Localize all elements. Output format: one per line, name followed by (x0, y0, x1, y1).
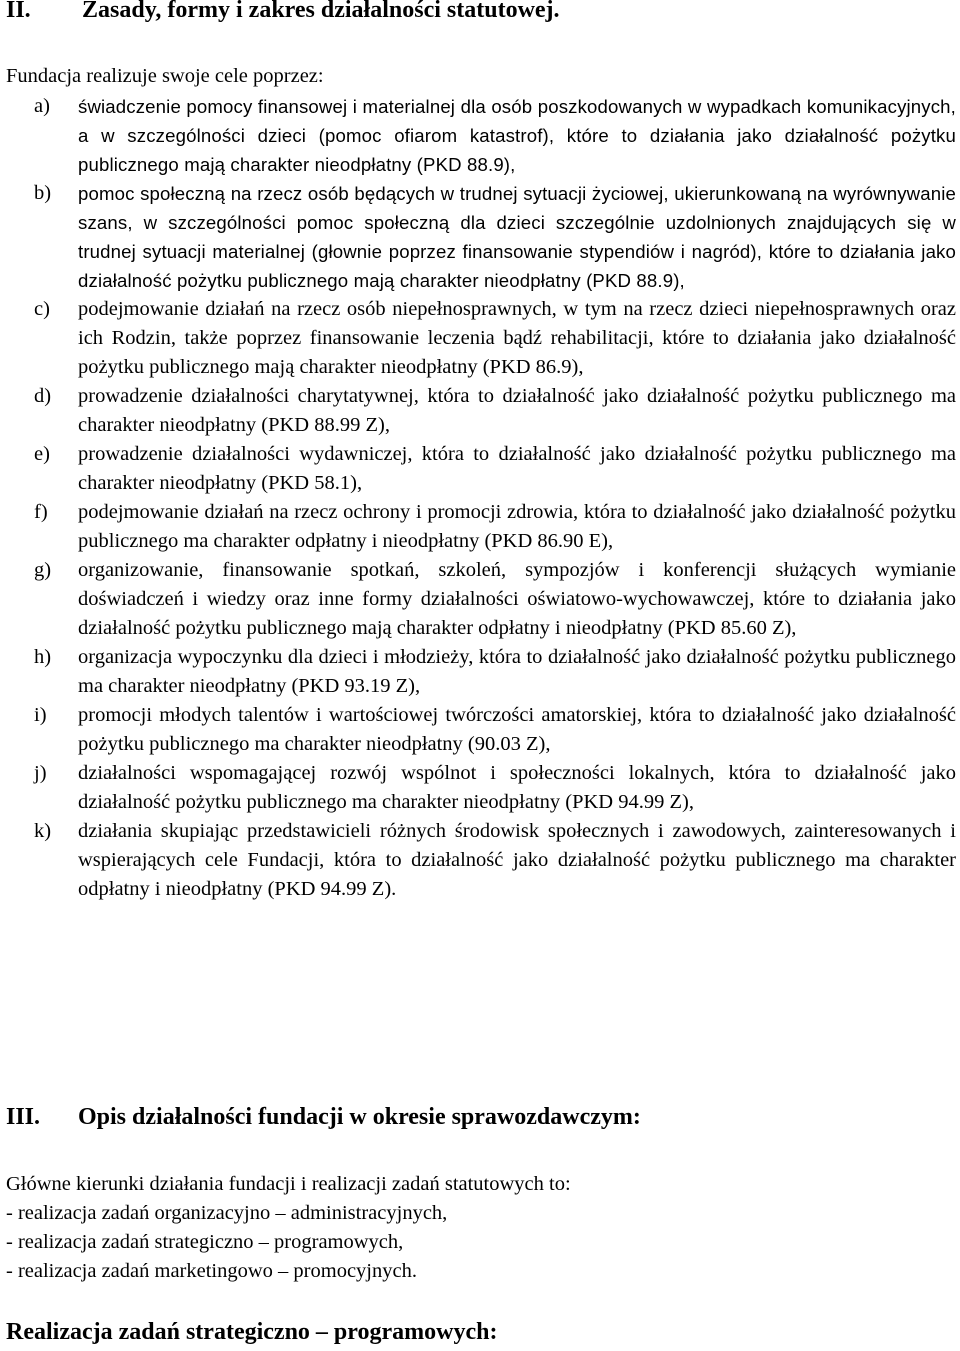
section-heading-ii (6, 0, 560, 24)
summary-line: - realizacja zadań marketingowo – promocyjnych. (6, 1260, 417, 1282)
item-text: prowadzenie działalności wydawniczej, która to działalność jako działalność pożytku publicznego ma charakter nieodpłatny (PKD 58.1), (78, 443, 956, 494)
list-item (6, 92, 956, 179)
list-item (6, 817, 956, 904)
item-label: i) (34, 704, 47, 726)
subsection-heading: Realizacja zadań strategiczno – programowych: (6, 1319, 498, 1345)
item-label: e) (34, 443, 50, 465)
item-text: podejmowanie działań na rzecz osób niepełnosprawnych, w tym na rzecz dzieci niepełnosprawnych oraz ich Rodzin, także poprzez finansowanie leczenia bądź rehabilitacji, które to działania jako działalność pożytku publicznego mają charakter nieodpłatny (PKD 86.9), (78, 298, 956, 378)
item-label: d) (34, 385, 52, 407)
section-number: III. (6, 1104, 41, 1130)
goals-list (6, 92, 956, 904)
item-label: c) (34, 298, 50, 320)
item-text: prowadzenie działalności charytatywnej, która to działalność jako działalność pożytku publicznego ma charakter nieodpłatny (PKD 88.99 Z), (78, 385, 956, 436)
item-label: g) (34, 559, 52, 581)
list-item (6, 498, 956, 556)
item-label: f) (34, 501, 48, 523)
item-text: podejmowanie działań na rzecz ochrony i promocji zdrowia, która to działalność jako działalność pożytku publicznego ma charakter odpłatny i nieodpłatny (PKD 86.90 E), (78, 501, 956, 552)
section-number: II. (6, 0, 31, 23)
item-text: działalności wspomagającej rozwój wspólnot i społeczności lokalnych, która to działalność jako działalność pożytku publicznego ma charakter nieodpłatny (PKD 94.99 Z), (78, 762, 956, 813)
section-title: Zasady, formy i zakres działalności statutowej. (82, 0, 560, 23)
item-text: świadczenie pomocy finansowej i materialnej dla osób poszkodowanych w wypadkach komunikacyjnych, a w szczególności dzieci (pomoc ofiarom katastrof), które to działania jako działalność pożytku publicznego mają charakter nieodpłatny (PKD 88.9), (78, 96, 956, 175)
item-text: organizacja wypoczynku dla dzieci i młodzieży, która to działalność jako działalność pożytku publicznego ma charakter nieodpłatny (PKD 93.19 Z), (78, 646, 956, 697)
list-item (6, 759, 956, 817)
intro-paragraph: Fundacja realizuje swoje cele poprzez: (6, 65, 324, 87)
item-text: pomoc społeczną na rzecz osób będących w trudnej sytuacji życiowej, ukierunkowaną na wyrównywanie szans, w szczególności pomoc społeczną dla dzieci szczególnie uzdolnionych znajdujących się w trudnej sytuacji materialnej (głownie poprzez finansowanie stypendiów i nagród), które to działania jako działalność pożytku publicznego mają charakter nieodpłatny (PKD 88.9), (78, 183, 956, 291)
section-heading-iii (6, 1103, 641, 1131)
summary-line: - realizacja zadań strategiczno – programowych, (6, 1231, 404, 1253)
summary-line: - realizacja zadań organizacyjno – administracyjnych, (6, 1202, 448, 1224)
list-item (6, 701, 956, 759)
list-item (6, 440, 956, 498)
item-text: organizowanie, finansowanie spotkań, szkoleń, sympozjów i konferencji służących wymianie doświadczeń i wiedzy oraz inne formy działalności oświatowo-wychowawczej, które to działania jako działalność pożytku publicznego mają charakter odpłatny i nieodpłatny (PKD 85.60 Z), (78, 559, 956, 639)
item-text: działania skupiając przedstawicieli różnych środowisk społecznych i zawodowych, zainteresowanych i wspierających cele Fundacji, która to działalność jako działalność pożytku publicznego ma charakter odpłatny i nieodpłatny (PKD 94.99 Z). (78, 820, 956, 900)
list-item (6, 179, 956, 295)
list-item (6, 643, 956, 701)
item-label: b) (34, 182, 52, 204)
summary-block (6, 1170, 571, 1286)
summary-intro: Główne kierunki działania fundacji i realizacji zadań statutowych to: (6, 1173, 571, 1195)
item-label: j) (34, 762, 47, 784)
list-item (6, 295, 956, 382)
list-item (6, 382, 956, 440)
item-text: promocji młodych talentów i wartościowej twórczości amatorskiej, która to działalność jako działalność pożytku publicznego ma charakter nieodpłatny (90.03 Z), (78, 704, 956, 755)
item-label: k) (34, 820, 52, 842)
section-title: Opis działalności fundacji w okresie sprawozdawczym: (78, 1104, 641, 1130)
list-item (6, 556, 956, 643)
item-label: h) (34, 646, 52, 668)
item-label: a) (34, 95, 50, 117)
